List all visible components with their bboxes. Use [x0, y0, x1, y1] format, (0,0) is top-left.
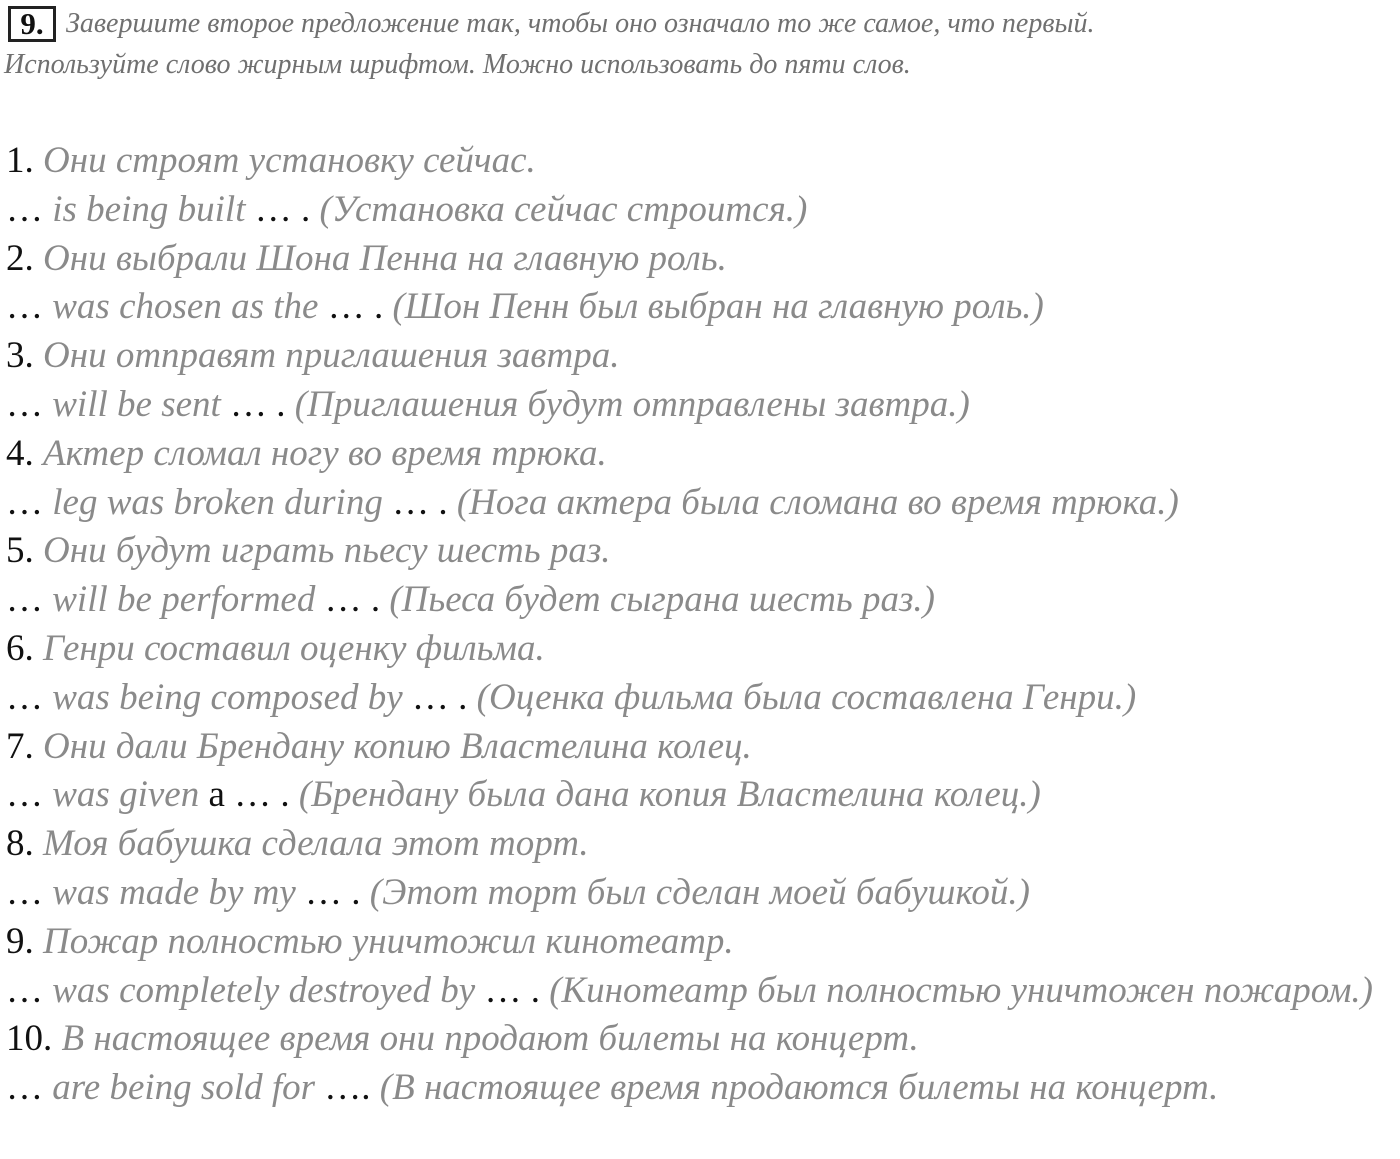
passive-phrase: will be sent [52, 383, 221, 425]
item-number: 1. [6, 140, 34, 181]
translation: (Пьеса будет сыграна шесть раз.) [389, 579, 936, 621]
exercise-sentence [6, 1015, 1396, 1064]
source-sentence: Они будут играть пьесу шесть раз. [43, 530, 611, 572]
passive-phrase: was given [52, 774, 200, 816]
gap-dots-leading: … [6, 481, 43, 523]
translation: (Установка сейчас строится.) [319, 188, 808, 230]
gap-dots-leading: … [6, 969, 43, 1011]
gap-dots-leading: … [6, 774, 43, 816]
exercise-sentence [6, 332, 1396, 381]
source-sentence: Актер сломал ногу во время трюка. [43, 432, 607, 474]
item-number: 3. [6, 335, 34, 377]
answer-line [6, 283, 1396, 332]
item-number: 10. [6, 1018, 53, 1060]
answer-line [6, 967, 1396, 1016]
translation: (Шон Пенн был выбран на главную роль.) [392, 286, 1044, 328]
answer-line [6, 1064, 1396, 1113]
instruction-line-2: Используйте слово жирным шрифтом. Можно использовать до пяти слов. [4, 49, 911, 80]
answer-line [6, 674, 1396, 723]
passive-phrase: is being built [52, 188, 246, 230]
gap-dots-leading: … [6, 871, 43, 913]
passive-phrase: was made by my [52, 871, 296, 913]
passive-phrase: was being composed by [52, 676, 403, 718]
answer-line [6, 186, 1396, 235]
translation: (Брендану была дана копия Властелина колец.) [298, 774, 1041, 816]
exercise-sentence [6, 235, 1396, 284]
exercise-header [4, 6, 1396, 82]
gap-dots-trailing: … . [230, 383, 286, 425]
translation: (Кинотеатр был полностью уничтожен пожаром.) [549, 969, 1374, 1011]
gap-dots-trailing: … . [411, 676, 468, 718]
exercise-sentence [6, 820, 1396, 869]
item-number: 8. [6, 823, 34, 865]
gap-dots-trailing: … . [234, 774, 290, 816]
passive-phrase: leg was broken during [52, 481, 383, 523]
gap-dots-leading: … [6, 579, 43, 621]
item-number: 4. [6, 432, 34, 474]
translation: (Нога актера была сломана во время трюка.) [456, 481, 1179, 523]
gap-dots-trailing: … . [324, 579, 381, 621]
answer-line [6, 771, 1396, 820]
exercise-sentence [6, 527, 1396, 576]
exercise-sentence [6, 918, 1396, 967]
instruction-row [4, 6, 1396, 42]
exercise-sentence [6, 625, 1396, 674]
source-sentence: Моя бабушка сделала этот торт. [43, 823, 589, 865]
task-number-badge: 9. [8, 6, 56, 42]
passive-phrase: are being sold for [52, 1067, 316, 1109]
item-number: 6. [6, 627, 34, 669]
translation: (Приглашения будут отправлены завтра.) [294, 383, 970, 425]
translation: (Оценка фильма была составлена Генри.) [476, 676, 1137, 718]
source-sentence: В настоящее время они продают билеты на концерт. [61, 1018, 919, 1060]
answer-line [6, 869, 1396, 918]
item-number: 2. [6, 237, 34, 279]
gap-dots-trailing: … . [327, 286, 384, 328]
gap-dots-leading: … [6, 1067, 43, 1109]
passive-phrase: will be performed [52, 579, 316, 621]
item-number: 7. [6, 725, 34, 767]
gap-dots-trailing: … . [254, 188, 311, 230]
source-sentence: Они строят установку сейчас. [43, 140, 536, 181]
source-sentence: Они дали Брендану копию Властелина колец. [43, 725, 752, 767]
item-number: 9. [6, 920, 34, 962]
translation: (В настоящее время продаются билеты на концерт. [379, 1067, 1219, 1109]
passive-phrase: was chosen as the [52, 286, 319, 328]
answer-line [6, 576, 1396, 625]
source-sentence: Они выбрали Шона Пенна на главную роль. [43, 237, 727, 279]
source-sentence: Пожар полностью уничтожил кинотеатр. [43, 920, 734, 962]
gap-dots-leading: … [6, 188, 43, 230]
exercise-sentence [6, 430, 1396, 479]
answer-line [6, 479, 1396, 528]
passive-phrase: was completely destroyed by [52, 969, 476, 1011]
inserted-word: a [208, 774, 225, 816]
instruction-line-1: Завершите второе предложение так, чтобы оно означало то же самое, что первый. [66, 8, 1095, 39]
gap-dots-leading: … [6, 383, 43, 425]
source-sentence: Генри составил оценку фильма. [43, 627, 545, 669]
answer-line [6, 381, 1396, 430]
item-number: 5. [6, 530, 34, 572]
translation: (Этот торт был сделан моей бабушкой.) [369, 871, 1030, 913]
source-sentence: Они отправят приглашения завтра. [43, 335, 620, 377]
gap-dots-trailing: … . [305, 871, 361, 913]
exercise-sentence [6, 137, 1396, 186]
gap-dots-trailing: …. [324, 1067, 371, 1109]
gap-dots-trailing: … . [392, 481, 448, 523]
gap-dots-leading: … [6, 676, 43, 718]
gap-dots-leading: … [6, 286, 43, 328]
gap-dots-trailing: … . [484, 969, 540, 1011]
exercise-sentence [6, 723, 1396, 772]
exercise-items [6, 137, 1396, 1113]
